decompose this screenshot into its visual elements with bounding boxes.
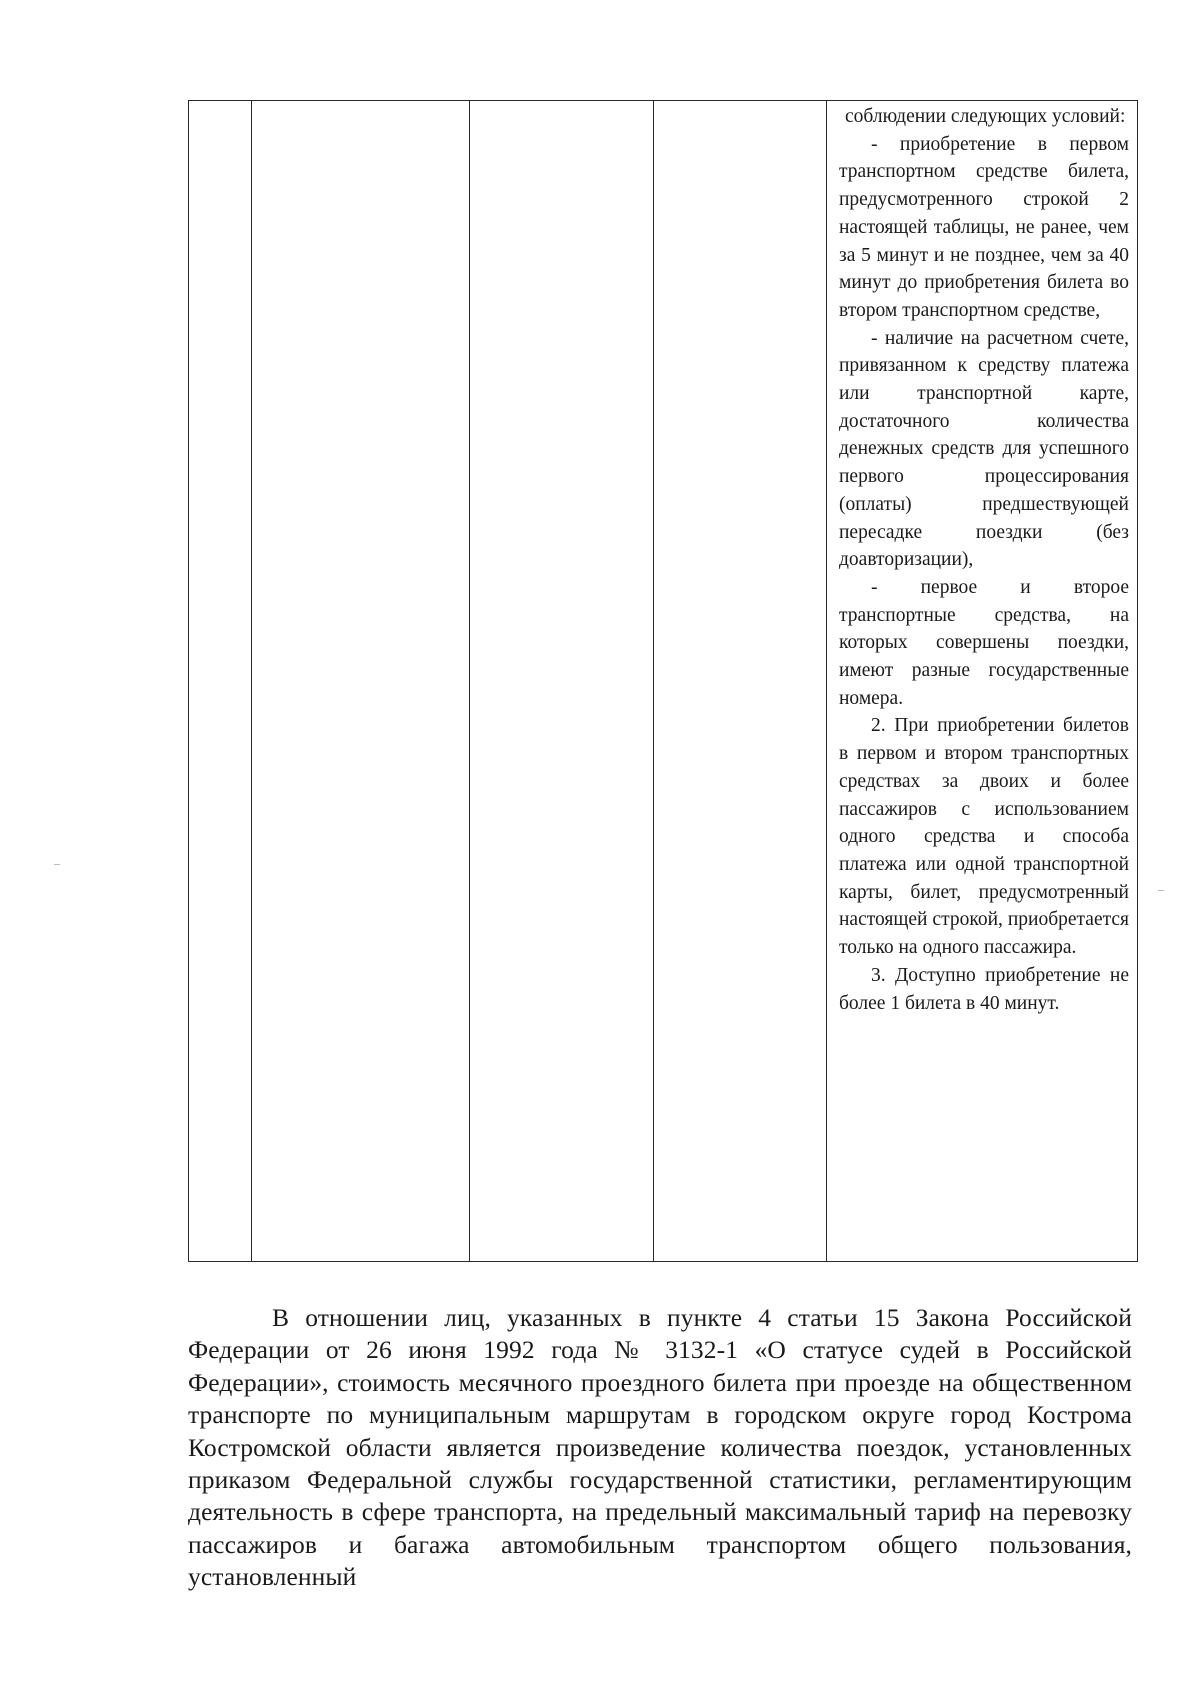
conditions-text bbox=[827, 101, 1137, 1017]
conditions-intro: соблюдении следующих условий: bbox=[845, 106, 1126, 127]
condition-item-2: - наличие на расчетном счете, привязанном к средству платежа или транспортной карте, достаточного количества денежных средств для успешного первого процессирования (оплаты) предшествующей пересадке поездки (без доавторизации), bbox=[839, 327, 1129, 571]
table-cell-number bbox=[189, 101, 252, 1262]
note-item-2: 2. При приобретении билетов в первом и втором транспортных средствах за двоих и более пассажиров с использованием одного средства и способа платежа или одной транспортной карты, билет, предусмотренный настоящей строкой, приобретается только на одного пассажира. bbox=[839, 715, 1129, 959]
scan-mark bbox=[54, 864, 60, 865]
scan-mark bbox=[1158, 890, 1164, 891]
table-cell-unit bbox=[470, 101, 654, 1262]
table-cell-name bbox=[252, 101, 470, 1262]
condition-item-1: - приобретение в первом транспортном средстве билета, предусмотренного строкой 2 настоящей таблицы, не ранее, чем за 5 минут и не позднее, чем за 40 минут до приобретения билета во втором транспортном средстве, bbox=[839, 133, 1129, 321]
table-row bbox=[189, 101, 1138, 1262]
condition-item-3: - первое и второе транспортные средства, на которых совершены поездки, имеют разные государственные номера. bbox=[839, 576, 1129, 709]
table-cell-price bbox=[654, 101, 827, 1262]
note-item-3: 3. Доступно приобретение не более 1 билета в 40 минут. bbox=[839, 964, 1129, 1014]
tariff-table bbox=[188, 100, 1138, 1262]
body-paragraph: В отношении лиц, указанных в пункте 4 статьи 15 Закона Российской Федерации от 26 июня 1992 года № 3132-1 «О статусе судей в Российской Федерации», стоимость месячного проездного билета при проезде на общественном транспорте по муниципальным маршрутам в городском округе город Кострома Костромской области является произведение количества поездок, установленных приказом Федеральной службы государственной статистики, регламентирующим деятельность в сфере транспорта, на предельный максимальный тариф на перевозку пассажиров и багажа автомобильным транспортом общего пользования, установленный bbox=[188, 1303, 1132, 1592]
table-cell-conditions bbox=[827, 101, 1138, 1262]
